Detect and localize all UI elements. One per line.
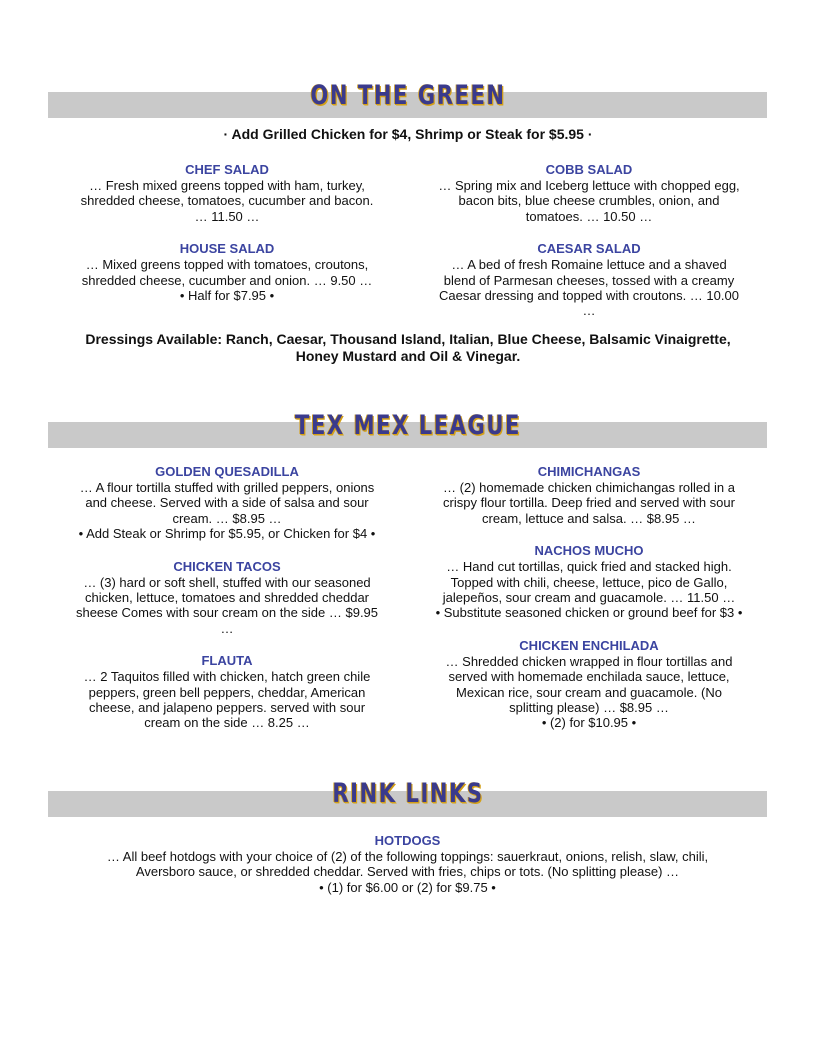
menu-item-description-line: • Add Steak or Shrimp for $5.95, or Chicken for $4 • — [78, 526, 376, 542]
menu-column-left — [48, 162, 406, 320]
menu-item-name: CHEF SALAD — [185, 162, 269, 177]
menu-item-description-line: … Mixed greens topped with tomatoes, croutons, — [85, 257, 369, 273]
menu-item-description-line: … 11.50 … — [194, 208, 260, 224]
menu-item-description-line: Topped with chili, cheese, lettuce, pico de Gallo, — [450, 574, 728, 590]
menu-item-description-line: Caesar dressing and topped with croutons. … 10.00 — [439, 288, 739, 304]
menu-item-name: NACHOS MUCHO — [534, 543, 644, 559]
menu-item-description-line: splitting please) … $8.95 … — [509, 700, 669, 716]
menu-column-right — [410, 464, 768, 748]
menu-item-description-line: Mexican rice, sour cream and guacamole. (No — [456, 684, 722, 700]
menu-item-description-line: cheese, and jalapeno peppers. served with sour — [88, 700, 366, 716]
menu-item-description-line: • Half for $7.95 • — [179, 288, 275, 304]
menu-item — [48, 653, 406, 731]
add-protein-note: · Add Grilled Chicken for $4, Shrimp or Steak for $5.95 · — [223, 126, 593, 142]
menu-item-description-line: peppers, green bell peppers, cheddar, American — [88, 684, 366, 700]
menu-item-description-line: bacon bits, blue cheese crumbles, onion, and — [458, 193, 720, 209]
menu-item-description-line: … — [220, 620, 234, 636]
menu-item-description-line: • (1) for $6.00 or (2) for $9.75 • — [319, 879, 496, 895]
menu-item-description-line: … A bed of fresh Romaine lettuce and a shaved — [451, 257, 727, 273]
menu-item-name: GOLDEN QUESADILLA — [155, 464, 299, 479]
menu-item-description-line: shredded cheese, cucumber and onion. … 9.50 … — [81, 272, 373, 288]
menu-item-name: HOUSE SALAD — [179, 241, 275, 257]
menu-item-name: FLAUTA — [201, 653, 253, 669]
menu-item-description-line: tomatoes. … 10.50 … — [525, 208, 653, 224]
menu-item-name: HOTDOGS — [374, 833, 441, 848]
menu-item-description-line: … — [582, 303, 596, 319]
menu-item-description-line: Aversboro sauce, or shredded cheddar. Served with fries, chips or tots. (No splitting please) … — [135, 864, 680, 880]
dressings-line: Honey Mustard and Oil & Vinegar. — [295, 348, 521, 364]
menu-item-description-line: crispy flour tortilla. Deep fried and served with sour — [443, 495, 735, 511]
menu-item-description-line: cream. … $8.95 … — [172, 510, 282, 526]
menu-item-description-line: … 2 Taquitos filled with chicken, hatch green chile — [83, 669, 371, 685]
menu-item-description-line: and cheese. Served with a side of salsa and sour — [85, 495, 369, 511]
dressings-note — [60, 331, 756, 365]
menu-item-description-line: … A flour tortilla stuffed with grilled peppers, onions — [79, 480, 375, 495]
menu-item-description-line: … Shredded chicken wrapped in flour tortillas and — [445, 653, 733, 669]
menu-item-name: CHICKEN TACOS — [173, 558, 281, 574]
menu-item-name: CAESAR SALAD — [537, 241, 641, 257]
menu-column-full — [48, 833, 767, 912]
menu-item — [48, 833, 767, 895]
section-title-texmex: TEX MEX LEAGUE — [295, 410, 521, 441]
menu-item — [410, 162, 768, 224]
dressings-line: Dressings Available: Ranch, Caesar, Thousand Island, Italian, Blue Cheese, Balsamic Vinaigrette, — [85, 331, 731, 347]
menu-item — [48, 464, 406, 542]
menu-item-description-line: … (2) homemade chicken chimichangas rolled in a — [443, 480, 735, 495]
menu-item-description-line: • Substitute seasoned chicken or ground beef for $3 • — [435, 605, 743, 621]
menu-item-name: CHIMICHANGAS — [537, 464, 641, 479]
menu-item-description-line: blend of Parmesan cheeses, tossed with a creamy — [443, 272, 735, 288]
menu-item-description-line: … (3) hard or soft shell, stuffed with our seasoned — [83, 574, 371, 590]
section-title-green: ON THE GREEN — [310, 80, 506, 111]
menu-item-description-line: served with homemade enchilada sauce, lettuce, — [448, 669, 730, 685]
menu-item-description-line: chicken, lettuce, tomatoes and shredded cheddar — [84, 590, 369, 606]
menu-item — [48, 559, 406, 637]
menu-item — [48, 162, 406, 224]
menu-column-left — [48, 464, 406, 748]
menu-item — [410, 543, 768, 621]
menu-item — [410, 241, 768, 319]
menu-item-description-line: • (2) for $10.95 • — [541, 715, 637, 731]
menu-item-name: COBB SALAD — [545, 162, 633, 177]
menu-item — [410, 638, 768, 731]
menu-item-description-line: … Hand cut tortillas, quick fried and stacked high. — [446, 559, 732, 575]
menu-item — [410, 464, 768, 526]
menu-item-description-line: cream on the side … 8.25 … — [144, 715, 310, 731]
menu-item-description-line: jalepeños, sour cream and guacamole. … 11.50 … — [442, 590, 736, 606]
menu-item-name: CHICKEN ENCHILADA — [519, 637, 659, 653]
menu-item-description-line: … All beef hotdogs with your choice of (2) of the following toppings: sauerkraut, onions, relish, slaw, chili, — [106, 849, 709, 864]
menu-item-description-line: cream, lettuce and salsa. … $8.95 … — [482, 510, 696, 526]
menu-item-description-line: … Fresh mixed greens topped with ham, turkey, — [89, 178, 365, 193]
menu-column-right — [410, 162, 768, 336]
menu-item-description-line: shredded cheese, tomatoes, cucumber and bacon. — [80, 193, 374, 209]
menu-item-description-line: … Spring mix and Iceberg lettuce with chopped egg, — [438, 178, 740, 193]
section-title-rink: RINK LINKS — [332, 778, 484, 809]
menu-item-description-line: sheese Comes with sour cream on the side … $9.95 — [75, 605, 379, 621]
menu-item — [48, 241, 406, 303]
